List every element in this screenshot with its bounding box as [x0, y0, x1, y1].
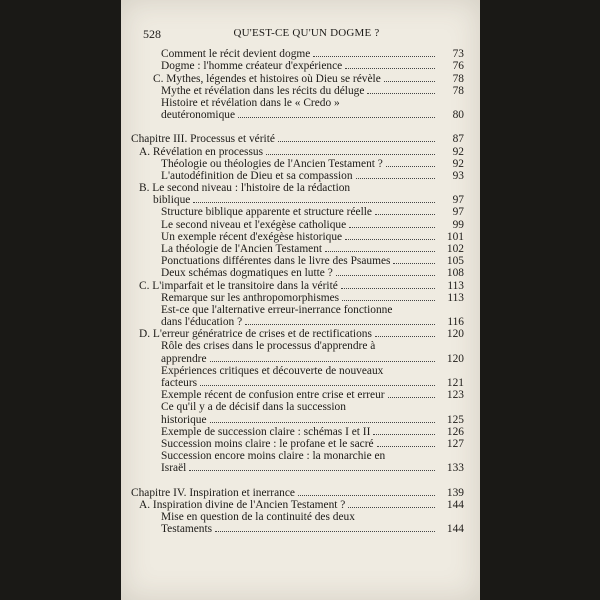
toc-entry: Exemple de succession claire : schémas I et II 126 [161, 425, 464, 438]
toc-entry: Le second niveau et l'exégèse catholique 99 [161, 218, 464, 231]
toc-entry: C. Mythes, légendes et histoires où Dieu se révèle 78 [153, 72, 464, 85]
toc-entry: Comment le récit devient dogme 73 [161, 48, 464, 61]
toc-entry: D. L'erreur génératrice de crises et de rectifications 120 [139, 328, 464, 341]
toc-entry: Deux schémas dogmatiques en lutte ? 108 [161, 267, 464, 280]
toc-entry: Un exemple récent d'exégèse historique 101 [161, 230, 464, 243]
toc-entry: La théologie de l'Ancien Testament 102 [161, 243, 464, 255]
toc-entry: A. Révélation en processus 92 [139, 145, 464, 158]
running-head: QU'EST-CE QU'UN DOGME ? [233, 27, 380, 39]
toc-chapter: Chapitre III. Processus et vérité 87 [131, 133, 464, 146]
toc-entry: L'autodéfinition de Dieu et sa compassion 93 [161, 169, 464, 182]
toc-entry: Succession encore moins claire : la monarchie en Israël 133 [161, 450, 464, 475]
toc-entry: Mise en question de la continuité des deux Testaments 144 [161, 510, 464, 536]
toc-entry: Mythe et révélation dans les récits du déluge 78 [161, 84, 464, 97]
toc-entry: Expériences critiques et découverte de nouveaux facteurs 121 [161, 364, 464, 390]
toc-entry: A. Inspiration divine de l'Ancien Testament ? 144 [139, 498, 464, 511]
toc-entry: Histoire et révélation dans le « Credo » deutéronomique 80 [161, 96, 464, 122]
page-number: 528 [143, 27, 161, 41]
toc-entry: Structure biblique apparente et structure réelle 97 [161, 206, 464, 219]
toc-entry: Remarque sur les anthropomorphismes 113 [161, 291, 464, 304]
toc-entry: Succession moins claire : le profane et le sacré 127 [161, 438, 464, 450]
toc-entry: Ce qu'il y a de décisif dans la succession historique 125 [161, 401, 464, 426]
toc-entry: C. L'imparfait et le transitoire dans la vérité 113 [139, 279, 464, 292]
toc-entry: Ponctuations différentes dans le livre des Psaumes 105 [161, 255, 464, 268]
table-of-contents [131, 48, 464, 535]
toc-entry: Théologie ou théologies de l'Ancien Testament ? 92 [161, 157, 464, 170]
toc-entry: B. Le second niveau : l'histoire de la rédaction biblique 97 [139, 181, 464, 207]
toc-entry: Dogme : l'homme créateur d'expérience 76 [161, 60, 464, 73]
toc-entry: Est-ce que l'alternative erreur-inerrance fonctionne dans l'éducation ? 116 [161, 303, 464, 329]
book-page [121, 0, 480, 600]
toc-entry: Exemple récent de confusion entre crise et erreur 123 [161, 389, 464, 402]
toc-chapter: Chapitre IV. Inspiration et inerrance 139 [131, 486, 464, 499]
toc-entry: Rôle des crises dans le processus d'apprendre à apprendre 120 [161, 340, 464, 365]
